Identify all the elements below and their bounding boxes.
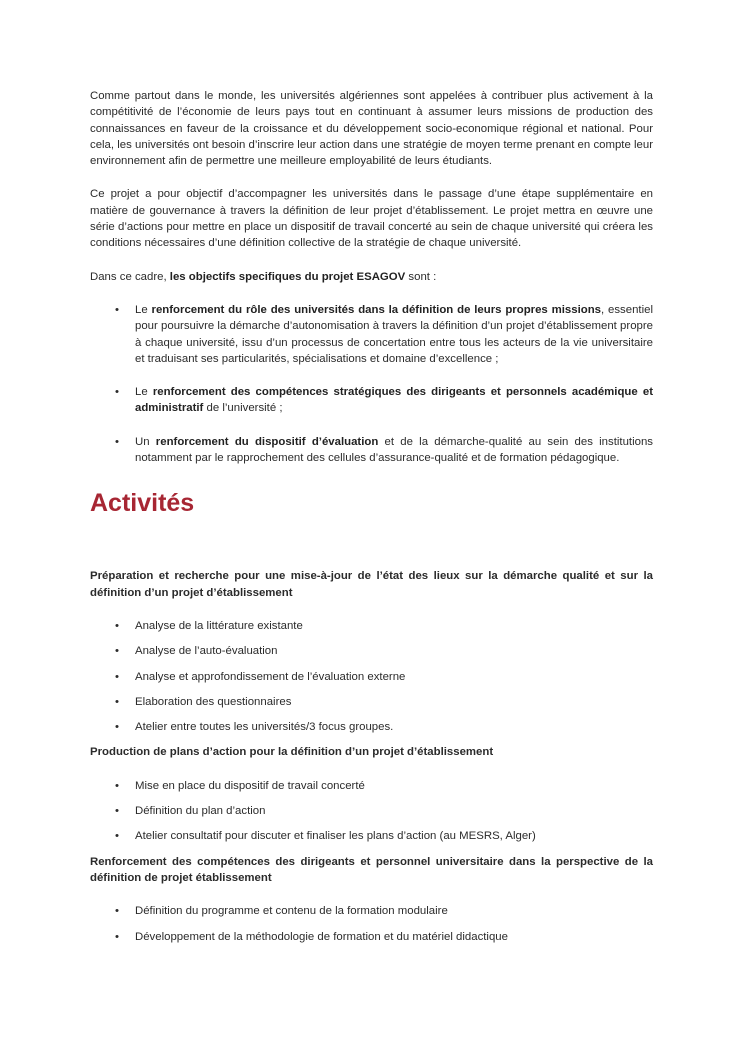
intro-paragraph-2: Ce projet a pour objectif d’accompagner les universités dans le passage d’une étape supplémentaire en matière de gouvernance à travers la définition de leur projet d’établissement. Le projet mettra en œuvre une série d’actions pour mettre en place un dispositif de travail concerté au sein de chaque université qui créera les conditions nécessaires d’une définition collective de la stratégie de chaque université. [90,188,653,250]
objective-bold: renforcement des compétences stratégiques des dirigeants et personnels académique et administratif [135,386,653,415]
list-item: • Analyse de l’auto-évaluation [90,643,653,659]
objective-item [90,302,653,367]
objectives-intro-bold: les objectifs specifiques du projet ESAGOV [169,270,406,283]
objectives-intro-prefix: Dans ce cadre, [90,270,170,283]
list-item: • Mise en place du dispositif de travail concerté [90,778,653,794]
list-item: • Analyse et approfondissement de l’évaluation externe [90,669,653,685]
objectives-intro [90,269,653,285]
objective-suffix: , essentiel pour poursuivre la démarche d’autonomisation à travers la définition d’un projet d’établissement propre à chaque université, issu d’un processus de concertation entre tous les acteurs de la vie universitaire et traduisant ses particularités, spécialisations et domaine d’excellence ; [135,303,653,365]
list-item: • Atelier entre toutes les universités/3 focus groupes. [90,719,653,735]
objective-bold: renforcement du dispositif d’évaluation [155,435,379,448]
objectives-list [90,302,653,466]
objective-suffix: et de la démarche-qualité au sein des institutions notamment par le rapprochement des cellules d’assurance-qualité et de formation pédagogique. [135,435,653,465]
list-item: • Développement de la méthodologie de formation et du matériel didactique [90,929,653,945]
objective-item [90,434,653,467]
page-content [90,88,653,954]
objective-suffix: de l’université ; [203,402,283,415]
list-item: • Atelier consultatif pour discuter et finaliser les plans d’action (au MESRS, Alger) [90,828,653,844]
activities-heading: Activités [90,489,195,518]
list-item: • Analyse de la littérature existante [90,618,653,634]
objective-prefix: Le [135,386,153,399]
objective-prefix: Un [135,435,156,448]
section-title-production: Production de plans d’action pour la définition d’un projet d’établissement [90,746,494,759]
list-item: • Elaboration des questionnaires [90,694,653,710]
list-item: • Définition du plan d’action [90,803,653,819]
section-list-renforcement [90,903,653,945]
section-list-production [90,778,653,845]
objective-bold: renforcement du rôle des universités dans la définition de leurs propres missions [151,303,601,316]
objective-item [90,384,653,417]
objective-prefix: Le [135,303,152,316]
section-title-preparation: Préparation et recherche pour une mise-à-jour de l’état des lieux sur la démarche qualité et sur la définition d’un projet d’établissement [90,570,653,599]
section-title-renforcement: Renforcement des compétences des dirigeants et personnel universitaire dans la perspective de la définition de projet établissement [90,855,653,884]
section-list-preparation [90,618,653,735]
intro-paragraph-1: Comme partout dans le monde, les universités algériennes sont appelées à contribuer plus activement à la compétitivité de l’économie de leurs pays tout en continuant à assumer leurs missions de production des connaissances en faveur de la croissance et du développement socio-economique régional et national. Pour cela, les universités ont besoin d’inscrire leur action dans une stratégie de moyen terme prenant en compte leur environnement afin de permettre une meilleure employabilité de leurs étudiants. [90,90,653,168]
objectives-intro-suffix: sont : [405,270,437,283]
list-item: • Définition du programme et contenu de la formation modulaire [90,903,653,919]
